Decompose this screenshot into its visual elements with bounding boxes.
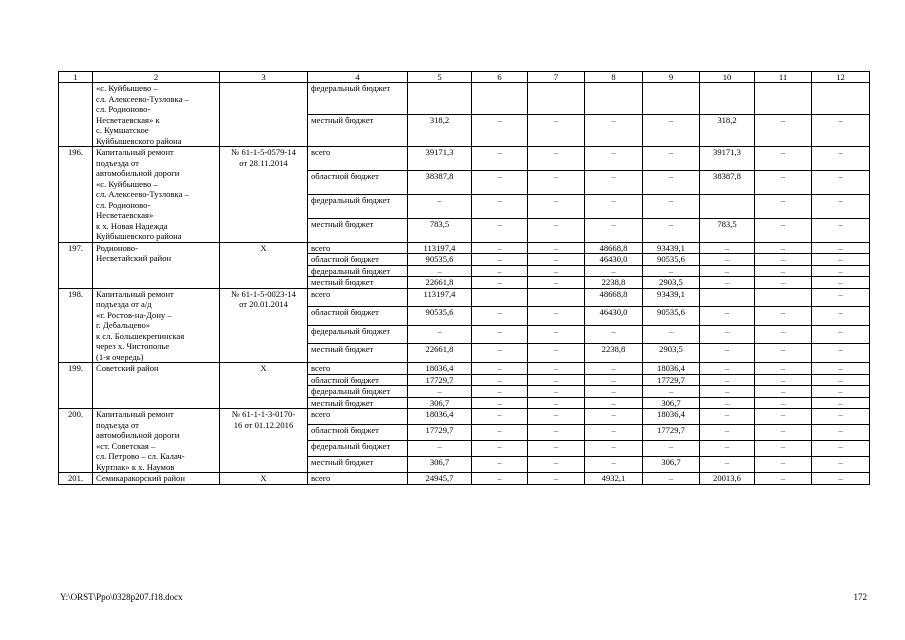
column-header: 9 <box>643 72 700 83</box>
amount-cell <box>755 83 812 115</box>
amount-cell: – <box>755 473 812 485</box>
amount-cell: – <box>812 242 870 254</box>
amount-cell: – <box>528 386 585 398</box>
amount-cell: – <box>472 457 528 473</box>
amount-cell: – <box>472 265 528 277</box>
amount-cell: – <box>408 265 472 277</box>
amount-cell: – <box>755 397 812 409</box>
funding-source: областной бюджет <box>308 425 408 441</box>
amount-cell: – <box>472 409 528 425</box>
object-name: Советский район <box>93 363 220 409</box>
amount-cell: – <box>585 409 643 425</box>
amount-cell: 90535,6 <box>643 307 700 326</box>
amount-cell: 318,2 <box>700 115 755 147</box>
amount-cell: – <box>812 194 870 218</box>
column-header: 11 <box>755 72 812 83</box>
amount-cell: 2238,8 <box>585 344 643 363</box>
amount-cell: – <box>812 307 870 326</box>
amount-cell: – <box>585 363 643 375</box>
amount-cell: – <box>408 441 472 457</box>
amount-cell: – <box>585 397 643 409</box>
amount-cell: 24945,7 <box>408 473 472 485</box>
expertise-document: Х <box>220 242 308 288</box>
amount-cell: 783,5 <box>408 218 472 242</box>
funding-source: федеральный бюджет <box>308 325 408 344</box>
column-number-row <box>59 72 870 83</box>
amount-cell: – <box>472 386 528 398</box>
budget-table <box>58 71 870 485</box>
amount-cell <box>812 83 870 115</box>
amount-cell: – <box>755 344 812 363</box>
table-row <box>59 363 870 375</box>
table-row <box>59 83 870 115</box>
document-page <box>58 71 869 485</box>
amount-cell: 18036,4 <box>408 409 472 425</box>
funding-source: всего <box>308 363 408 375</box>
amount-cell <box>700 83 755 115</box>
amount-cell <box>700 288 755 307</box>
amount-cell: – <box>472 397 528 409</box>
amount-cell: – <box>755 374 812 386</box>
amount-cell: – <box>585 265 643 277</box>
amount-cell: – <box>528 325 585 344</box>
amount-cell: – <box>472 425 528 441</box>
amount-cell: – <box>472 325 528 344</box>
amount-cell: – <box>700 441 755 457</box>
object-name: Капитальный ремонт подъезда от автомобильной дороги «ст. Советская – сл. Петрово – сл. Калач- Куртлак» к х. Наумов <box>93 409 220 473</box>
amount-cell: – <box>700 363 755 375</box>
amount-cell: – <box>755 363 812 375</box>
amount-cell <box>585 83 643 115</box>
amount-cell: – <box>528 115 585 147</box>
amount-cell: 113197,4 <box>408 288 472 307</box>
amount-cell <box>528 288 585 307</box>
amount-cell: – <box>755 147 812 171</box>
amount-cell: 318,2 <box>408 115 472 147</box>
amount-cell <box>528 83 585 115</box>
column-header: 2 <box>93 72 220 83</box>
amount-cell <box>472 83 528 115</box>
amount-cell: 306,7 <box>643 397 700 409</box>
amount-cell: – <box>585 441 643 457</box>
amount-cell: – <box>472 254 528 266</box>
amount-cell: – <box>643 325 700 344</box>
funding-source: федеральный бюджет <box>308 265 408 277</box>
amount-cell: – <box>528 441 585 457</box>
amount-cell: – <box>528 277 585 289</box>
amount-cell: – <box>700 242 755 254</box>
amount-cell: – <box>812 170 870 194</box>
amount-cell: – <box>585 425 643 441</box>
table-body <box>59 83 870 485</box>
object-name: «с. Куйбышево – сл. Алексеево-Тузловка – сл. Родионово- Несветаевская» к с. Кумшатское Куйбышевского района <box>93 83 220 147</box>
amount-cell: – <box>585 386 643 398</box>
amount-cell: 113197,4 <box>408 242 472 254</box>
amount-cell: 17729,7 <box>643 374 700 386</box>
amount-cell: – <box>700 277 755 289</box>
row-number: 196. <box>59 147 93 243</box>
amount-cell: – <box>528 265 585 277</box>
amount-cell: – <box>755 242 812 254</box>
expertise-document: № 61-1-1-3-0170- 16 от 01.12.2016 <box>220 409 308 473</box>
amount-cell: – <box>700 386 755 398</box>
amount-cell: – <box>812 457 870 473</box>
amount-cell: – <box>700 325 755 344</box>
amount-cell: – <box>700 344 755 363</box>
amount-cell: – <box>472 473 528 485</box>
row-number: 198. <box>59 288 93 363</box>
amount-cell: 39171,3 <box>408 147 472 171</box>
amount-cell: – <box>812 386 870 398</box>
amount-cell: – <box>472 363 528 375</box>
amount-cell: – <box>700 397 755 409</box>
amount-cell: 18036,4 <box>643 409 700 425</box>
expertise-document <box>220 83 308 147</box>
expertise-document: Х <box>220 473 308 485</box>
table-row <box>59 147 870 171</box>
amount-cell: – <box>528 425 585 441</box>
amount-cell: – <box>528 307 585 326</box>
amount-cell: – <box>755 254 812 266</box>
amount-cell: – <box>472 277 528 289</box>
object-name: Семикаракорский район <box>93 473 220 485</box>
column-header: 4 <box>308 72 408 83</box>
row-number <box>59 83 93 147</box>
funding-source: местный бюджет <box>308 397 408 409</box>
table-row <box>59 288 870 307</box>
amount-cell <box>755 288 812 307</box>
amount-cell: – <box>755 194 812 218</box>
amount-cell: 39171,3 <box>700 147 755 171</box>
column-header: 7 <box>528 72 585 83</box>
amount-cell: 46430,0 <box>585 254 643 266</box>
amount-cell: – <box>528 363 585 375</box>
amount-cell: – <box>472 194 528 218</box>
amount-cell: – <box>472 344 528 363</box>
amount-cell: 783,5 <box>700 218 755 242</box>
funding-source: всего <box>308 147 408 171</box>
funding-source: областной бюджет <box>308 374 408 386</box>
amount-cell: – <box>643 218 700 242</box>
amount-cell: – <box>755 409 812 425</box>
amount-cell: – <box>700 265 755 277</box>
amount-cell <box>408 83 472 115</box>
amount-cell: – <box>408 325 472 344</box>
amount-cell <box>643 83 700 115</box>
amount-cell: – <box>812 325 870 344</box>
amount-cell: – <box>700 307 755 326</box>
table-row <box>59 242 870 254</box>
amount-cell: 48668,8 <box>585 242 643 254</box>
funding-source: областной бюджет <box>308 254 408 266</box>
column-header: 12 <box>812 72 870 83</box>
amount-cell: – <box>528 473 585 485</box>
object-name: Капитальный ремонт подъезда от автомобильной дороги «с. Куйбышево – сл. Алексеево-Тузловка – сл. Родионово- Несветаевская» к х. Новая Надежда Куйбышевского района <box>93 147 220 243</box>
amount-cell: 2903,5 <box>643 344 700 363</box>
amount-cell: 17729,7 <box>643 425 700 441</box>
amount-cell: 18036,4 <box>408 363 472 375</box>
amount-cell: – <box>755 218 812 242</box>
funding-source: областной бюджет <box>308 307 408 326</box>
expertise-document: Х <box>220 363 308 409</box>
amount-cell: – <box>755 265 812 277</box>
funding-source: местный бюджет <box>308 457 408 473</box>
amount-cell: – <box>528 254 585 266</box>
row-number: 197. <box>59 242 93 288</box>
amount-cell: – <box>472 307 528 326</box>
amount-cell: – <box>643 115 700 147</box>
amount-cell: – <box>755 457 812 473</box>
amount-cell: – <box>408 386 472 398</box>
amount-cell: – <box>700 457 755 473</box>
amount-cell: – <box>472 115 528 147</box>
amount-cell: – <box>528 457 585 473</box>
amount-cell: 22661,8 <box>408 277 472 289</box>
funding-source: местный бюджет <box>308 115 408 147</box>
amount-cell: 93439,1 <box>643 242 700 254</box>
column-header: 6 <box>472 72 528 83</box>
amount-cell: 22661,8 <box>408 344 472 363</box>
amount-cell: – <box>528 374 585 386</box>
amount-cell: 46430,0 <box>585 307 643 326</box>
amount-cell: – <box>812 344 870 363</box>
amount-cell: 18036,4 <box>643 363 700 375</box>
amount-cell: – <box>812 115 870 147</box>
row-number: 199. <box>59 363 93 409</box>
amount-cell: – <box>528 194 585 218</box>
amount-cell: – <box>812 374 870 386</box>
amount-cell: – <box>700 425 755 441</box>
amount-cell: 306,7 <box>643 457 700 473</box>
amount-cell: – <box>812 409 870 425</box>
funding-source: местный бюджет <box>308 277 408 289</box>
funding-source: федеральный бюджет <box>308 194 408 218</box>
expertise-document: № 61-1-5-0579-14 от 28.11.2014 <box>220 147 308 243</box>
column-header: 10 <box>700 72 755 83</box>
amount-cell: – <box>755 115 812 147</box>
amount-cell: – <box>472 218 528 242</box>
amount-cell: 93439,1 <box>643 288 700 307</box>
funding-source: федеральный бюджет <box>308 441 408 457</box>
amount-cell: – <box>643 265 700 277</box>
funding-source: федеральный бюджет <box>308 386 408 398</box>
funding-source: всего <box>308 242 408 254</box>
amount-cell: – <box>585 457 643 473</box>
amount-cell: – <box>472 170 528 194</box>
amount-cell: – <box>812 147 870 171</box>
funding-source: местный бюджет <box>308 218 408 242</box>
amount-cell: – <box>643 147 700 171</box>
amount-cell: – <box>585 115 643 147</box>
amount-cell: – <box>585 147 643 171</box>
amount-cell: – <box>528 147 585 171</box>
file-path: Y:\ORST\Ppo\0328p207.f18.docx <box>60 592 183 602</box>
amount-cell: – <box>755 325 812 344</box>
amount-cell: – <box>755 277 812 289</box>
amount-cell: 90535,6 <box>408 307 472 326</box>
amount-cell: – <box>755 441 812 457</box>
amount-cell: 48668,8 <box>585 288 643 307</box>
table-row <box>59 409 870 425</box>
amount-cell: – <box>812 254 870 266</box>
row-number: 201. <box>59 473 93 485</box>
amount-cell: – <box>472 441 528 457</box>
amount-cell: – <box>755 425 812 441</box>
amount-cell: – <box>643 386 700 398</box>
amount-cell: – <box>812 441 870 457</box>
amount-cell: 17729,7 <box>408 425 472 441</box>
funding-source: областной бюджет <box>308 170 408 194</box>
amount-cell: – <box>812 363 870 375</box>
amount-cell <box>700 194 755 218</box>
funding-source: местный бюджет <box>308 344 408 363</box>
amount-cell: 20013,6 <box>700 473 755 485</box>
amount-cell: – <box>812 277 870 289</box>
amount-cell: – <box>585 325 643 344</box>
amount-cell: – <box>812 425 870 441</box>
amount-cell: – <box>755 170 812 194</box>
amount-cell: 2238,8 <box>585 277 643 289</box>
amount-cell: 17729,7 <box>408 374 472 386</box>
amount-cell: – <box>643 194 700 218</box>
amount-cell: – <box>528 242 585 254</box>
funding-source: всего <box>308 409 408 425</box>
object-name: Капитальный ремонт подъезда от а/д «г. Ростов-на-Дону – г. Дебальцево» к сл. Большекрепинская через х. Чистополье (1-я очередь) <box>93 288 220 363</box>
amount-cell: – <box>700 409 755 425</box>
amount-cell: – <box>812 265 870 277</box>
amount-cell: – <box>812 288 870 307</box>
amount-cell: 306,7 <box>408 397 472 409</box>
row-number: 200. <box>59 409 93 473</box>
funding-source: федеральный бюджет <box>308 83 408 115</box>
column-header: 1 <box>59 72 93 83</box>
column-header: 5 <box>408 72 472 83</box>
amount-cell: – <box>472 242 528 254</box>
amount-cell: 38387,8 <box>408 170 472 194</box>
amount-cell <box>472 288 528 307</box>
amount-cell: – <box>812 473 870 485</box>
funding-source: всего <box>308 288 408 307</box>
amount-cell: – <box>812 218 870 242</box>
amount-cell: – <box>812 397 870 409</box>
table-row <box>59 473 870 485</box>
amount-cell: – <box>585 194 643 218</box>
amount-cell: – <box>585 374 643 386</box>
amount-cell: 90535,6 <box>408 254 472 266</box>
amount-cell: – <box>472 374 528 386</box>
amount-cell: – <box>585 218 643 242</box>
amount-cell: – <box>585 170 643 194</box>
amount-cell: – <box>528 397 585 409</box>
amount-cell: – <box>528 218 585 242</box>
amount-cell: – <box>755 307 812 326</box>
amount-cell: – <box>700 374 755 386</box>
expertise-document: № 61-1-5-0023-14 от 20.01.2014 <box>220 288 308 363</box>
amount-cell: 38387,8 <box>700 170 755 194</box>
amount-cell: – <box>408 194 472 218</box>
amount-cell: – <box>643 170 700 194</box>
funding-source: всего <box>308 473 408 485</box>
amount-cell: – <box>528 409 585 425</box>
column-header: 8 <box>585 72 643 83</box>
amount-cell: – <box>528 344 585 363</box>
amount-cell: 4932,1 <box>585 473 643 485</box>
amount-cell: – <box>528 170 585 194</box>
amount-cell: – <box>755 386 812 398</box>
column-header: 3 <box>220 72 308 83</box>
page-number: 172 <box>853 592 867 602</box>
amount-cell: – <box>700 254 755 266</box>
amount-cell: 90535,6 <box>643 254 700 266</box>
amount-cell: – <box>643 441 700 457</box>
amount-cell: – <box>643 473 700 485</box>
amount-cell: 306,7 <box>408 457 472 473</box>
amount-cell: – <box>472 147 528 171</box>
amount-cell: 2903,5 <box>643 277 700 289</box>
object-name: Родионово- Несветайский район <box>93 242 220 288</box>
